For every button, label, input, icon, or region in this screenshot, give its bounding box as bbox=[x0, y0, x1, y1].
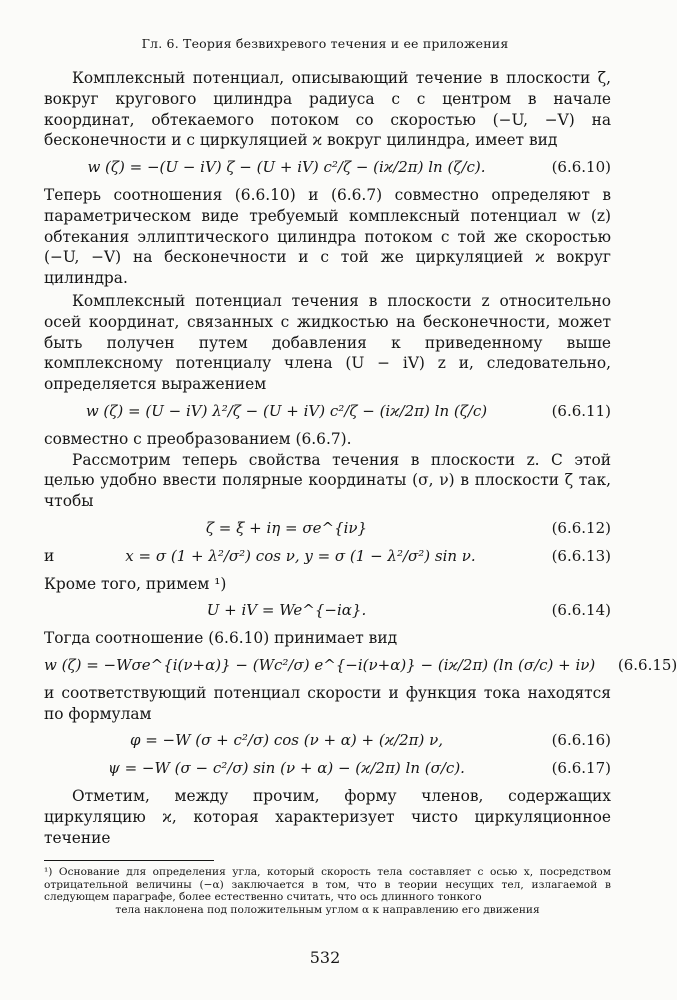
equation-6-6-17 bbox=[44, 758, 611, 779]
paragraph: Теперь соотношения (6.6.10) и (6.6.7) совместно определяют в параметрическом виде требуемый комплексный потенциал w (z) обтекания эллиптического цилиндра потоком с той же скоростью (−U, −V) на бесконечности и с той же циркуляцией ϰ вокруг цилиндра. bbox=[44, 185, 611, 288]
equation-number: (6.6.10) bbox=[551, 158, 611, 177]
paragraph: Рассмотрим теперь свойства течения в плоскости z. С этой целью удобно ввести полярные координаты (σ, ν) в плоскости ζ так, чтобы bbox=[44, 450, 611, 511]
equation-number: (6.6.11) bbox=[551, 401, 611, 420]
paragraph: Кроме того, примем ¹) bbox=[44, 574, 227, 593]
paragraph: Комплексный потенциал течения в плоскости z относительно осей координат, связанных с жидкостью на бесконечности, может быть получен путем добавления к приведенному выше комплексному потенциалу члена (U − iV) z и, следовательно, определяется выражением bbox=[44, 291, 611, 394]
equation-6-6-13 bbox=[44, 546, 611, 567]
equation-formula: U + iV = We^{−iα}. bbox=[206, 601, 367, 620]
equation-formula: ψ = −W (σ − c²/σ) sin (ν + α) − (ϰ/2π) ln (σ/c). bbox=[108, 759, 465, 778]
equation-6-6-10 bbox=[44, 157, 611, 178]
equation-number: (6.6.13) bbox=[551, 546, 611, 565]
paragraph: Отметим, между прочим, форму членов, содержащих циркуляцию ϰ, которая характеризует чисто циркуляционное течение bbox=[44, 786, 611, 847]
equation-number: (6.6.15) bbox=[617, 655, 677, 674]
page-body bbox=[44, 68, 677, 916]
paragraph: совместно с преобразованием (6.6.7). bbox=[44, 429, 352, 448]
paragraph: Комплексный потенциал, описывающий течение в плоскости ζ, вокруг кругового цилиндра радиуса c с центром в начале координат, обтекаемого потоком со скоростью (−U, −V) на бесконечности и с циркуляцией ϰ вокруг цилиндра, имеет вид bbox=[44, 69, 611, 150]
equation-number: (6.6.12) bbox=[551, 518, 611, 537]
equation-number: (6.6.16) bbox=[551, 731, 611, 750]
equation-formula: w (ζ) = −(U − iV) ζ − (U + iV) c²/ζ − (iϰ/2π) ln (ζ/c). bbox=[87, 158, 486, 177]
footnote bbox=[44, 866, 611, 916]
footnote-divider bbox=[44, 860, 214, 861]
equation-6-6-14 bbox=[44, 600, 611, 621]
footnote-last-line: тела наклонена под положительным углом α к направлению его движения bbox=[115, 903, 540, 916]
equation-number: (6.6.14) bbox=[551, 601, 611, 620]
running-header: Гл. 6. Теория безвихревого течения и ее приложения bbox=[141, 36, 509, 51]
footnote-text: ¹) Основание для определения угла, который скорость тела составляет с осью x, посредством отрицательной величины (−α) заключается в том, что в теории несущих тел, излагаемой в следующем параграфе, более естественно считать, что ось длинного тонкого bbox=[44, 866, 611, 904]
equation-6-6-15 bbox=[44, 655, 677, 676]
equation-formula: w (ζ) = −Wσe^{i(ν+α)} − (Wc²/σ) e^{−i(ν+α)} − (iϰ/2π) (ln (σ/c) + iν) bbox=[44, 655, 596, 674]
paragraph: Тогда соотношение (6.6.10) принимает вид bbox=[44, 629, 398, 648]
conjunction-text: и bbox=[44, 546, 55, 565]
equation-formula: ζ = ξ + iη = σe^{iν} bbox=[205, 518, 368, 537]
equation-6-6-11 bbox=[44, 401, 611, 422]
page-number: 532 bbox=[309, 948, 341, 967]
equation-6-6-16 bbox=[44, 730, 611, 751]
equation-formula: φ = −W (σ + c²/σ) cos (ν + α) + (ϰ/2π) ν, bbox=[129, 731, 444, 750]
equation-number: (6.6.17) bbox=[551, 759, 611, 778]
equation-6-6-12 bbox=[44, 518, 611, 539]
paragraph: и соответствующий потенциал скорости и функция тока находятся по формулам bbox=[44, 683, 611, 723]
equation-formula: x = σ (1 + λ²/σ²) cos ν, y = σ (1 − λ²/σ²) sin ν. bbox=[125, 546, 476, 565]
equation-formula: w (ζ) = (U − iV) λ²/ζ − (U + iV) c²/ζ − (iϰ/2π) ln (ζ/c) bbox=[85, 401, 488, 420]
